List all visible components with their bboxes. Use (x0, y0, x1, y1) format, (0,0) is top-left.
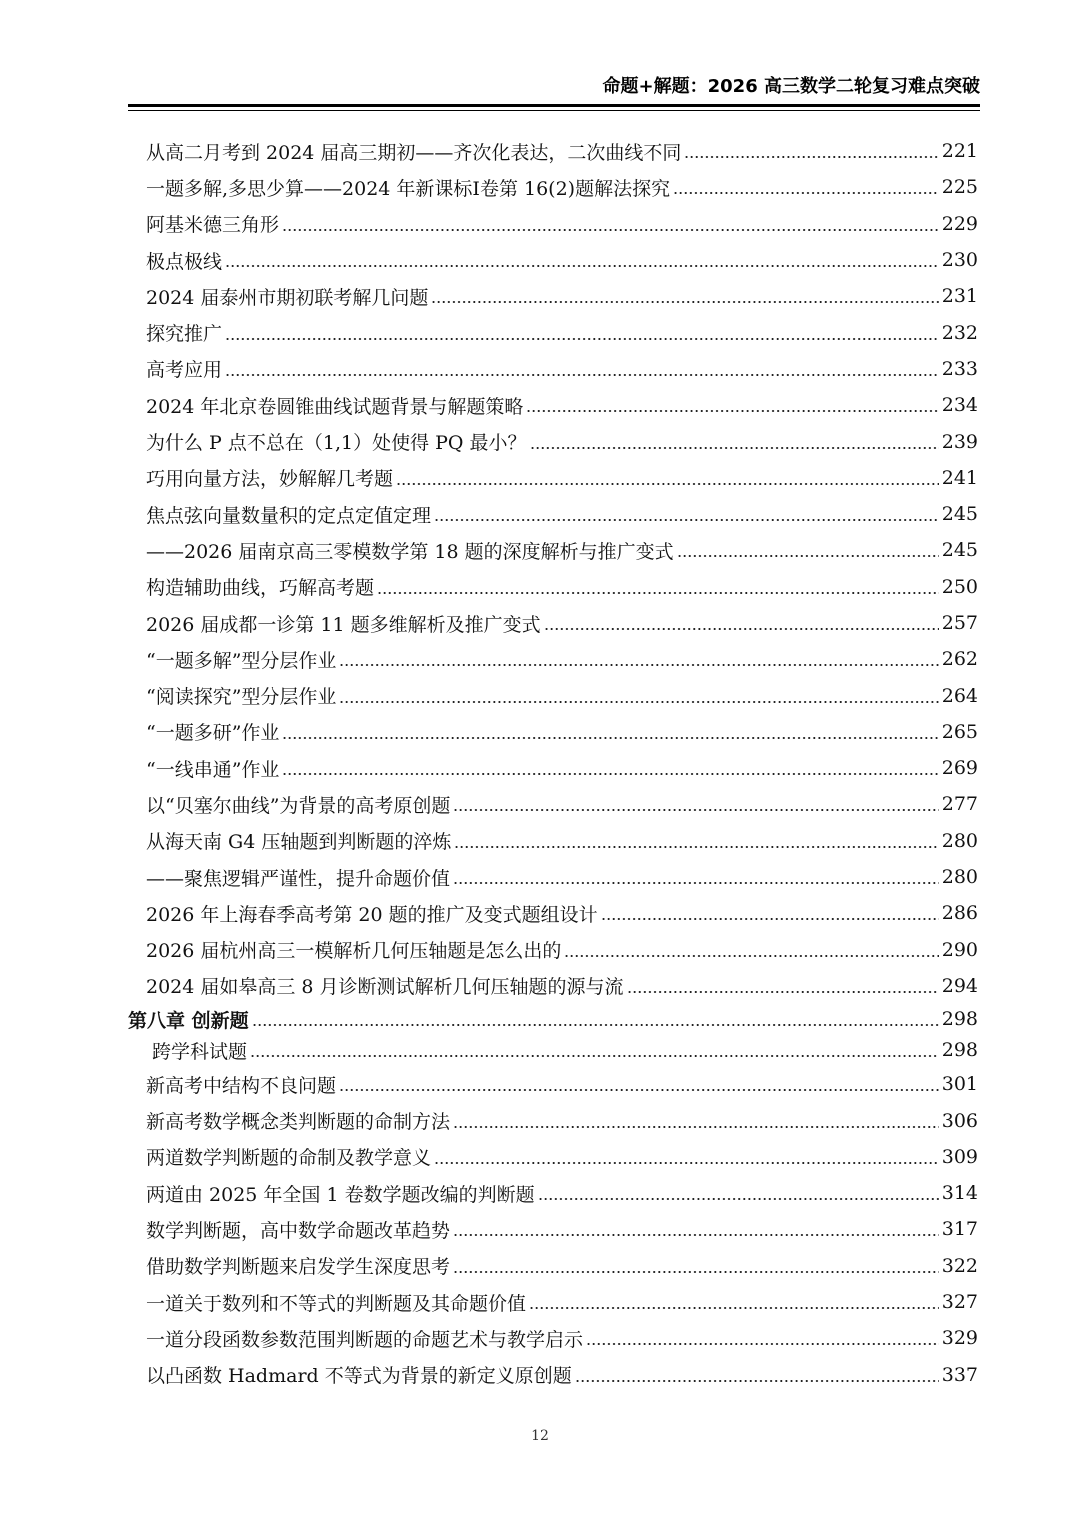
toc-entry-page: 337 (941, 1363, 978, 1386)
toc-entry[interactable] (128, 786, 978, 822)
toc-dot-leader (282, 736, 938, 740)
toc-entry[interactable] (128, 387, 978, 423)
toc-dot-leader (339, 663, 938, 667)
toc-entry-title: 从海天南 G4 压轴题到判断题的淬炼 (146, 831, 452, 854)
toc-entry-title: 2026 年上海春季高考第 20 题的推广及变式题组设计 (146, 903, 598, 926)
toc-entry[interactable] (128, 532, 978, 568)
toc-entry-page: 327 (941, 1291, 978, 1314)
toc-dot-leader (282, 772, 938, 776)
toc-entry-page: 298 (941, 1039, 978, 1062)
toc-entry[interactable] (128, 1066, 978, 1102)
toc-entry[interactable] (128, 823, 978, 859)
toc-entry-page: 221 (941, 140, 978, 163)
toc-entry-page: 233 (941, 357, 978, 380)
toc-entry[interactable] (128, 496, 978, 532)
toc-entry[interactable] (128, 714, 978, 750)
toc-entry[interactable] (128, 1248, 978, 1284)
toc-dot-leader (627, 990, 939, 994)
toc-entry-page: 314 (941, 1182, 978, 1205)
toc-dot-leader (434, 518, 939, 522)
toc-dot-leader (529, 1306, 939, 1310)
toc-entry-page: 234 (941, 394, 978, 417)
toc-dot-leader (453, 1125, 939, 1129)
toc-dot-leader (377, 591, 939, 595)
toc-entry-page: 239 (941, 430, 978, 453)
toc-entry[interactable] (128, 1211, 978, 1247)
toc-entry[interactable] (128, 968, 978, 1004)
page-number: 12 (531, 1428, 549, 1444)
toc-dot-leader (339, 700, 938, 704)
toc-dot-leader (453, 1270, 939, 1274)
toc-entry-title: 从高二月考到 2024 届高三期初——齐次化表达，二次曲线不同 (146, 141, 682, 164)
toc-entry-page: 290 (941, 938, 978, 961)
toc-entry-title: 巧用向量方法，妙解解几考题 (146, 468, 394, 491)
toc-dot-leader (538, 1197, 939, 1201)
toc-entry[interactable] (128, 423, 978, 459)
toc-entry-title: 新高考数学概念类判断题的命制方法 (146, 1111, 451, 1134)
toc-entry[interactable] (128, 569, 978, 605)
toc-entry-title: 第八章 创新题 (128, 1009, 249, 1032)
toc-entry-title: 探究推广 (146, 323, 223, 346)
toc-entry[interactable] (128, 351, 978, 387)
toc-entry[interactable] (128, 895, 978, 931)
toc-entry[interactable] (128, 1034, 978, 1066)
toc-entry-title: 2024 年北京卷圆锥曲线试题背景与解题策略 (146, 395, 524, 418)
toc-entry-page: 317 (941, 1218, 978, 1241)
toc-entry-title: 跨学科试题 (152, 1040, 248, 1063)
toc-dot-leader (250, 1054, 939, 1058)
toc-entry-page: 241 (941, 466, 978, 489)
toc-entry-title: 高考应用 (146, 359, 223, 382)
toc-entry-page: 294 (941, 974, 978, 997)
toc-entry-page: 306 (941, 1109, 978, 1132)
toc-entry-page: 264 (941, 684, 978, 707)
toc-entry-title: ——聚焦逻辑严谨性，提升命题价值 (146, 867, 451, 890)
toc-entry[interactable] (128, 1320, 978, 1356)
toc-entry-title: 借助数学判断题来启发学生深度思考 (146, 1256, 451, 1279)
toc-dot-leader (544, 627, 939, 631)
toc-dot-leader (453, 808, 938, 812)
toc-entry-page: 231 (941, 285, 978, 308)
toc-entry-title: 2026 届杭州高三一模解析几何压轴题是怎么出的 (146, 940, 562, 963)
toc-entry-title: 一题多解,多思少算——2024 年新课标I卷第 16(2)题解法探究 (146, 177, 671, 200)
toc-entry-title: 2024 届如皋高三 8 月诊断测试解析几何压轴题的源与流 (146, 976, 624, 999)
toc-entry-page: 230 (941, 249, 978, 272)
toc-dot-leader (526, 409, 938, 413)
toc-entry[interactable] (128, 641, 978, 677)
toc-entry-title: 数学判断题，高中数学命题改革趋势 (146, 1219, 451, 1242)
toc-entry-page: 265 (941, 720, 978, 743)
toc-dot-leader (453, 881, 939, 885)
running-header: 命题+解题：2026 高三数学二轮复习难点突破 (602, 76, 980, 97)
toc-entry-page: 262 (941, 648, 978, 671)
toc-dot-leader (601, 917, 939, 921)
toc-entry-page: 257 (941, 612, 978, 634)
toc-dot-leader (225, 337, 939, 341)
toc-entry[interactable] (128, 460, 978, 496)
toc-entry[interactable] (128, 278, 978, 314)
toc-entry-page: 298 (941, 1008, 978, 1031)
toc-dot-leader (434, 1161, 939, 1165)
toc-entry-title: 一道关于数列和不等式的判断题及其命题价值 (146, 1292, 527, 1315)
toc-dot-leader (225, 373, 939, 377)
toc-entry-page: 301 (941, 1073, 978, 1096)
toc-entry-page: 286 (941, 902, 978, 925)
toc-entry[interactable] (128, 932, 978, 968)
toc-entry-title: 为什么 P 点不总在（1,1）处使得 PQ 最小？ (146, 432, 527, 455)
toc-dot-leader (586, 1342, 939, 1346)
toc-dot-leader (225, 264, 939, 268)
toc-entry[interactable] (128, 169, 978, 205)
toc-entry[interactable] (128, 1284, 978, 1320)
toc-entry-page: 280 (941, 829, 978, 852)
toc-entry-page: 309 (941, 1145, 978, 1168)
toc-dot-leader (530, 446, 939, 450)
toc-dot-leader (673, 191, 939, 195)
toc-chapter-entry[interactable] (128, 1004, 978, 1034)
toc-entry-title: 两道由 2025 年全国 1 卷数学题改编的判断题 (146, 1183, 535, 1206)
toc-entry-title: “阅读探究”型分层作业 (146, 686, 337, 709)
toc-entry-page: 250 (941, 575, 978, 598)
toc-entry-page: 232 (941, 321, 978, 344)
toc-entry[interactable] (128, 133, 978, 169)
toc-dot-leader (575, 1379, 939, 1383)
toc-dot-leader (453, 1233, 939, 1237)
toc-dot-leader (454, 845, 938, 849)
toc-entry[interactable] (128, 242, 978, 278)
toc-dot-leader (339, 1088, 939, 1092)
toc-entry-page: 269 (941, 757, 978, 780)
toc-entry[interactable] (128, 1357, 978, 1393)
toc-entry[interactable] (128, 206, 978, 242)
toc-dot-leader (252, 1023, 939, 1027)
toc-entry-page: 225 (941, 176, 978, 199)
header-rule-thick (128, 104, 980, 107)
toc-entry-title: 2024 届泰州市期初联考解几问题 (146, 286, 429, 309)
toc-entry-title: 两道数学判断题的命制及教学意义 (146, 1147, 432, 1170)
toc-entry-page: 322 (941, 1254, 978, 1277)
toc-dot-leader (282, 228, 939, 232)
toc-dot-leader (677, 554, 939, 558)
toc-entry-title: 极点极线 (146, 250, 223, 273)
toc-entry-title: 新高考中结构不良问题 (146, 1074, 337, 1097)
toc-dot-leader (396, 482, 939, 486)
toc-entry-page: 329 (941, 1327, 978, 1350)
toc-entry-title: 焦点弦向量数量积的定点定值定理 (146, 504, 432, 527)
toc-entry[interactable] (128, 677, 978, 713)
toc-entry-page: 280 (941, 866, 978, 889)
toc-entry-title: “一题多解”型分层作业 (146, 649, 337, 672)
toc-entry-page: 245 (941, 503, 978, 526)
toc-entry[interactable] (128, 605, 978, 641)
toc-entry-title: 以“贝塞尔曲线”为背景的高考原创题 (146, 794, 451, 817)
table-of-contents (128, 133, 978, 1393)
toc-entry-page: 245 (941, 539, 978, 562)
toc-dot-leader (431, 300, 938, 304)
toc-entry-title: 一道分段函数参数范围判断题的命题艺术与教学启示 (146, 1328, 584, 1351)
toc-entry[interactable] (128, 1102, 978, 1138)
toc-entry-title: 2026 届成都一诊第 11 题多维解析及推广变式 (146, 613, 541, 636)
toc-entry-title: 构造辅助曲线，巧解高考题 (146, 577, 375, 600)
toc-entry-title: 以凸函数 Hadmard 不等式为背景的新定义原创题 (146, 1365, 572, 1388)
toc-entry-page: 277 (941, 793, 978, 816)
toc-entry-title: “一题多研”作业 (146, 722, 280, 745)
toc-dot-leader (564, 954, 938, 958)
toc-entry[interactable] (128, 1175, 978, 1211)
toc-entry-title: ——2026 届南京高三零模数学第 18 题的深度解析与推广变式 (146, 540, 674, 563)
toc-entry-page: 229 (941, 212, 978, 235)
toc-entry-title: 阿基米德三角形 (146, 214, 280, 237)
header-rule-thin (128, 110, 980, 111)
toc-entry[interactable] (128, 314, 978, 350)
toc-entry[interactable] (128, 750, 978, 786)
toc-dot-leader (684, 155, 938, 159)
toc-entry[interactable] (128, 1139, 978, 1175)
toc-entry[interactable] (128, 859, 978, 895)
toc-entry-title: “一线串通”作业 (146, 758, 280, 781)
